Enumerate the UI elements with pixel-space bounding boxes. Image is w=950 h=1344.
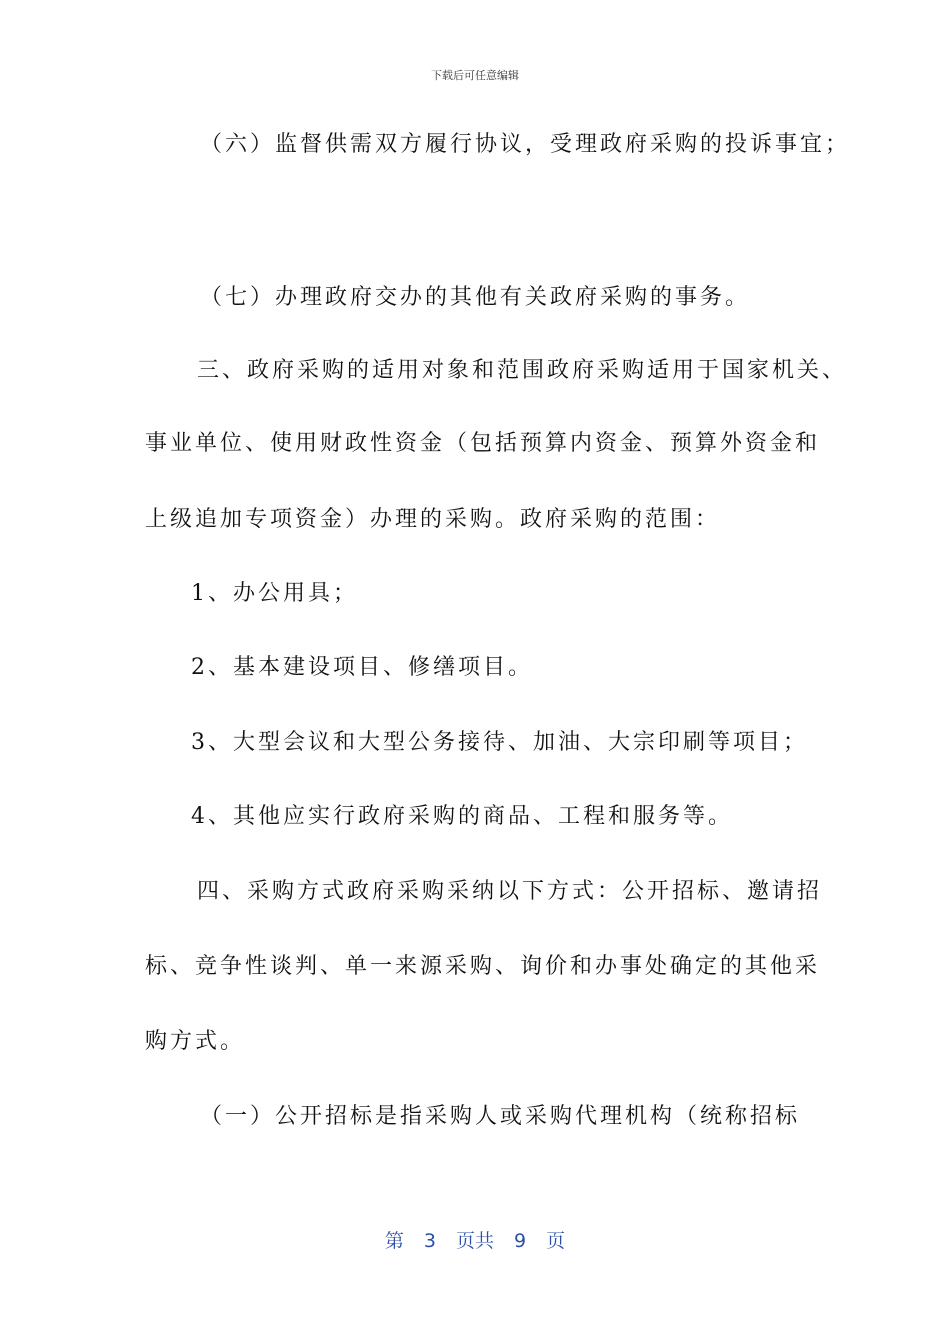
paragraph-line-6: （六）监督供需双方履行协议，受理政府采购的投诉事宜； <box>200 132 851 157</box>
header-note: 下载后可任意编辑 <box>431 69 519 82</box>
section-four-line-3: 购方式。 <box>145 1029 246 1054</box>
page-footer <box>0 1226 950 1253</box>
list-item-2: 2、基本建设项目、修缮项目。 <box>191 655 533 680</box>
page-current: 3 <box>423 1230 436 1252</box>
section-three-line-3: 上级追加专项资金）办理的采购。政府采购的范围： <box>145 507 721 532</box>
paragraph-line-7: （七）办理政府交办的其他有关政府采购的事务。 <box>200 285 751 310</box>
list-item-1: 1、办公用具； <box>191 581 358 606</box>
page-middle: 页共 <box>455 1230 494 1252</box>
section-three-line-1: 三、政府采购的适用对象和范围政府采购适用于国家机关、 <box>197 358 848 383</box>
section-four-line-2: 标、竞争性谈判、单一来源采购、询价和办事处确定的其他采 <box>145 954 821 979</box>
subsection-one-line-1: （一）公开招标是指采购人或采购代理机构（统称招标 <box>200 1104 801 1129</box>
list-item-3: 3、大型会议和大型公务接待、加油、大宗印刷等项目； <box>191 730 808 755</box>
list-item-4: 4、其他应实行政府采购的商品、工程和服务等。 <box>191 804 733 829</box>
section-four-line-1: 四、采购方式政府采购采纳以下方式：公开招标、邀请招 <box>197 879 823 904</box>
page-total: 9 <box>514 1230 527 1252</box>
page-prefix: 第 <box>384 1230 404 1252</box>
page-suffix: 页 <box>546 1230 566 1252</box>
section-three-line-2: 事业单位、使用财政性资金（包括预算内资金、预算外资金和 <box>145 431 821 456</box>
